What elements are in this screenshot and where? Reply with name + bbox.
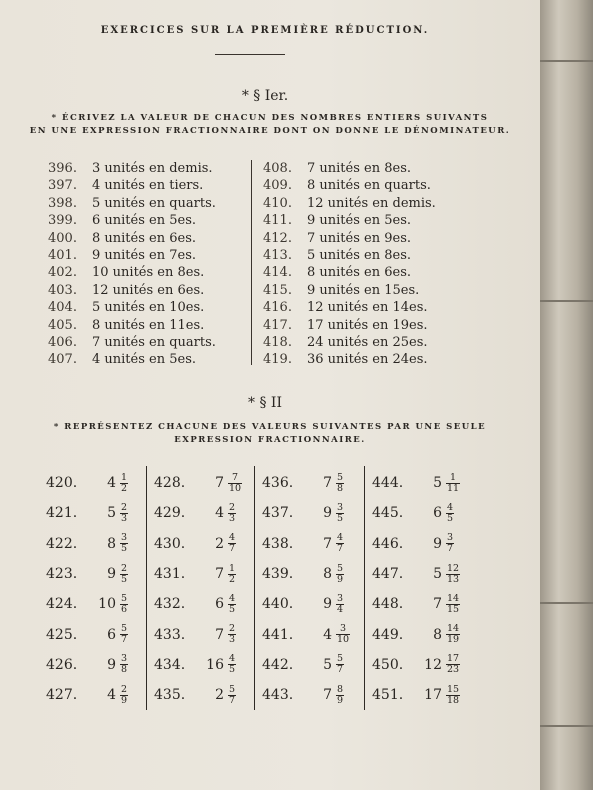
- whole-number: 6: [107, 626, 116, 643]
- exercise-number: 404.: [48, 300, 77, 316]
- denominator: 6: [121, 603, 128, 615]
- whole-number: 9: [433, 535, 442, 552]
- exercise-row: [48, 230, 258, 247]
- exercise-text: 3 unités en demis.: [92, 161, 213, 176]
- exercise-row: [262, 589, 350, 619]
- numerator: 2: [121, 683, 128, 695]
- exercise-number: 447.: [372, 566, 404, 583]
- exercise-row: [46, 680, 128, 710]
- table-2-divider: [364, 466, 365, 710]
- exercise-row: [263, 334, 473, 351]
- exercise-number: 432.: [154, 596, 186, 613]
- fraction: [120, 624, 128, 645]
- fraction: [336, 654, 344, 675]
- denominator: 8: [337, 482, 344, 494]
- section-1-instruction-line2: EN UNE EXPRESSION FRACTIONNAIRE DONT ON DONNE LE DÉNOMINATEUR.: [29, 126, 511, 136]
- whole-number: 9: [107, 566, 116, 583]
- exercise-number: 398.: [48, 195, 77, 211]
- numerator: 14: [447, 623, 460, 635]
- whole-number: 16: [206, 656, 224, 673]
- exercise-row: [46, 559, 128, 589]
- numerator: 4: [229, 532, 236, 544]
- section-2-title: * § II: [248, 395, 282, 411]
- exercise-row: [48, 317, 258, 334]
- exercise-number: 408.: [263, 161, 292, 176]
- section-2-instruction: [20, 421, 520, 447]
- denominator: 5: [447, 512, 454, 524]
- exercise-row: [154, 619, 242, 649]
- section-2-instruction-line1: * REPRÉSENTEZ CHACUNE DES VALEURS SUIVANTES PAR UNE SEULE: [53, 422, 487, 432]
- whole-number: 9: [107, 656, 116, 673]
- whole-number: 7: [323, 475, 332, 492]
- exercise-row: [154, 650, 242, 680]
- numerator: 8: [337, 683, 344, 695]
- table-2-divider: [146, 466, 147, 710]
- exercise-number: 420.: [46, 475, 78, 492]
- whole-number: 7: [323, 535, 332, 552]
- table-2-column: [262, 468, 350, 708]
- numerator: 3: [121, 653, 128, 665]
- denominator: 5: [121, 573, 128, 585]
- whole-number: 4: [107, 687, 116, 704]
- exercise-text: 8 unités en 6es.: [307, 265, 411, 281]
- exercise-number: 405.: [48, 317, 77, 333]
- exercise-row: [154, 680, 242, 710]
- exercise-text: 12 unités en demis.: [307, 195, 436, 211]
- denominator: 8: [121, 664, 128, 676]
- exercise-number: 396.: [48, 161, 77, 176]
- exercise-text: 9 unités en 7es.: [92, 247, 196, 263]
- exercise-number: 401.: [48, 247, 77, 263]
- exercise-number: 444.: [372, 475, 404, 492]
- fraction: [446, 503, 454, 524]
- exercise-number: 451.: [372, 687, 404, 704]
- whole-number: 7: [433, 596, 442, 613]
- whole-number: 17: [424, 687, 442, 704]
- exercise-number: 397.: [48, 178, 77, 194]
- exercise-row: [372, 468, 460, 498]
- exercise-number: 441.: [262, 626, 294, 643]
- numerator: 3: [447, 532, 454, 544]
- whole-number: 6: [433, 505, 442, 522]
- exercise-row: [48, 160, 258, 177]
- numerator: 1: [121, 471, 128, 483]
- whole-number: 9: [323, 505, 332, 522]
- numerator: 15: [447, 683, 460, 695]
- denominator: 9: [337, 694, 344, 706]
- denominator: 18: [447, 694, 460, 706]
- exercise-number: 445.: [372, 505, 404, 522]
- table-2-column: [46, 468, 128, 708]
- header-rule: [215, 54, 285, 55]
- numerator: 2: [229, 623, 236, 635]
- exercise-number: 423.: [46, 566, 78, 583]
- exercise-number: 399.: [48, 213, 77, 229]
- table-1-left-column: [48, 160, 258, 369]
- exercise-row: [262, 650, 350, 680]
- exercise-row: [262, 619, 350, 649]
- fraction: [228, 624, 236, 645]
- table-2-divider: [254, 466, 255, 710]
- denominator: 3: [121, 512, 128, 524]
- exercise-row: [263, 212, 473, 229]
- page-leaf: [540, 602, 593, 604]
- exercise-number: 426.: [46, 656, 78, 673]
- whole-number: 4: [215, 505, 224, 522]
- denominator: 9: [121, 694, 128, 706]
- page-stack-edge: [540, 0, 593, 790]
- exercise-number: 425.: [46, 626, 78, 643]
- fraction: [446, 594, 460, 615]
- exercise-row: [263, 160, 473, 177]
- page-leaf: [540, 60, 593, 62]
- exercise-number: 406.: [48, 334, 77, 350]
- denominator: 13: [447, 573, 460, 585]
- page-leaf: [540, 725, 593, 727]
- exercise-row: [154, 589, 242, 619]
- numerator: 5: [121, 592, 128, 604]
- table-1-right-column: [263, 160, 473, 369]
- exercise-row: [154, 498, 242, 528]
- exercise-row: [46, 619, 128, 649]
- fraction: [336, 594, 344, 615]
- whole-number: 7: [215, 626, 224, 643]
- exercise-number: 400.: [48, 230, 77, 246]
- whole-number: 7: [323, 687, 332, 704]
- numerator: 3: [121, 532, 128, 544]
- exercise-text: 7 unités en 9es.: [307, 230, 411, 246]
- table-1-divider: [251, 160, 252, 365]
- exercise-row: [262, 468, 350, 498]
- exercise-number: 415.: [263, 282, 292, 298]
- fraction: [446, 654, 460, 675]
- exercise-number: 450.: [372, 656, 404, 673]
- fraction: [120, 503, 128, 524]
- exercise-number: 442.: [262, 656, 294, 673]
- exercise-row: [372, 529, 460, 559]
- exercise-number: 437.: [262, 505, 294, 522]
- numerator: 5: [337, 653, 344, 665]
- numerator: 7: [232, 471, 239, 483]
- exercise-number: 430.: [154, 535, 186, 552]
- exercise-row: [263, 282, 473, 299]
- section-2-instruction-line2: EXPRESSION FRACTIONNAIRE.: [174, 435, 366, 445]
- exercise-number: 443.: [262, 687, 294, 704]
- numerator: 14: [447, 592, 460, 604]
- denominator: 19: [447, 634, 460, 646]
- exercise-number: 411.: [263, 213, 292, 229]
- numerator: 1: [229, 562, 236, 574]
- exercise-number: 418.: [263, 334, 292, 350]
- exercise-row: [263, 230, 473, 247]
- exercise-number: 403.: [48, 282, 77, 298]
- exercise-row: [48, 264, 258, 281]
- exercise-text: 7 unités en quarts.: [92, 334, 216, 350]
- whole-number: 5: [433, 566, 442, 583]
- exercise-text: 12 unités en 6es.: [92, 282, 205, 298]
- whole-number: 7: [215, 475, 224, 492]
- fraction: [120, 594, 128, 615]
- exercise-number: 440.: [262, 596, 294, 613]
- fraction: [228, 503, 236, 524]
- whole-number: 5: [107, 505, 116, 522]
- fraction: [120, 473, 128, 494]
- exercise-text: 36 unités en 24es.: [307, 352, 428, 368]
- exercise-row: [263, 317, 473, 334]
- denominator: 2: [229, 573, 236, 585]
- exercise-row: [48, 247, 258, 264]
- whole-number: 5: [323, 656, 332, 673]
- numerator: 17: [447, 653, 460, 665]
- exercise-number: 422.: [46, 535, 78, 552]
- exercise-number: 427.: [46, 687, 78, 704]
- fraction: [336, 473, 344, 494]
- exercise-text: 8 unités en 6es.: [92, 230, 196, 246]
- exercise-number: 409.: [263, 178, 292, 194]
- denominator: 10: [337, 634, 350, 646]
- whole-number: 8: [433, 626, 442, 643]
- fraction: [120, 654, 128, 675]
- numerator: 4: [447, 501, 454, 513]
- exercise-number: 429.: [154, 505, 186, 522]
- fraction: [446, 564, 460, 585]
- denominator: 3: [229, 634, 236, 646]
- fraction: [120, 533, 128, 554]
- fraction: [446, 685, 460, 706]
- denominator: 11: [447, 482, 460, 494]
- exercise-row: [262, 680, 350, 710]
- fraction: [446, 473, 460, 494]
- fraction: [336, 685, 344, 706]
- denominator: 5: [121, 543, 128, 555]
- exercise-text: 7 unités en 8es.: [307, 161, 411, 176]
- fraction: [228, 654, 236, 675]
- exercise-row: [372, 559, 460, 589]
- exercise-row: [48, 334, 258, 351]
- whole-number: 6: [215, 596, 224, 613]
- section-1-title: * § Ier.: [241, 88, 289, 104]
- fraction: [446, 533, 454, 554]
- whole-number: 12: [424, 656, 442, 673]
- numerator: 12: [447, 562, 460, 574]
- exercise-number: 402.: [48, 265, 77, 281]
- numerator: 2: [121, 501, 128, 513]
- denominator: 7: [229, 694, 236, 706]
- exercise-text: 9 unités en 5es.: [307, 213, 411, 229]
- exercise-text: 6 unités en 5es.: [92, 213, 196, 229]
- fraction: [336, 533, 344, 554]
- exercise-row: [46, 468, 128, 498]
- whole-number: 7: [215, 566, 224, 583]
- fraction: [228, 564, 236, 585]
- exercise-text: 17 unités en 19es.: [307, 317, 428, 333]
- exercise-text: 5 unités en 8es.: [307, 247, 411, 263]
- exercise-row: [372, 589, 460, 619]
- exercise-row: [372, 650, 460, 680]
- exercise-number: 428.: [154, 475, 186, 492]
- exercise-row: [263, 351, 473, 368]
- exercise-text: 5 unités en 10es.: [92, 300, 205, 316]
- exercise-text: 24 unités en 25es.: [307, 334, 428, 350]
- exercise-row: [263, 299, 473, 316]
- numerator: 4: [337, 532, 344, 544]
- numerator: 1: [450, 471, 457, 483]
- denominator: 2: [121, 482, 128, 494]
- exercise-text: 10 unités en 8es.: [92, 265, 205, 281]
- exercise-number: 413.: [263, 247, 292, 263]
- exercise-row: [263, 264, 473, 281]
- exercise-row: [154, 559, 242, 589]
- exercise-row: [46, 650, 128, 680]
- exercise-row: [372, 619, 460, 649]
- exercise-number: 435.: [154, 687, 186, 704]
- whole-number: 5: [433, 475, 442, 492]
- fraction: [228, 685, 236, 706]
- fraction: [120, 564, 128, 585]
- denominator: 5: [229, 664, 236, 676]
- exercise-row: [48, 299, 258, 316]
- whole-number: 8: [323, 566, 332, 583]
- exercise-number: 407.: [48, 352, 77, 368]
- fraction: [228, 533, 236, 554]
- denominator: 3: [229, 512, 236, 524]
- whole-number: 4: [107, 475, 116, 492]
- exercise-number: 438.: [262, 535, 294, 552]
- exercise-number: 417.: [263, 317, 292, 333]
- exercise-row: [262, 559, 350, 589]
- numerator: 5: [229, 683, 236, 695]
- whole-number: 10: [98, 596, 116, 613]
- exercise-row: [263, 177, 473, 194]
- denominator: 10: [229, 482, 242, 494]
- numerator: 3: [340, 623, 347, 635]
- whole-number: 2: [215, 687, 224, 704]
- exercise-row: [372, 680, 460, 710]
- whole-number: 9: [323, 596, 332, 613]
- exercise-number: 439.: [262, 566, 294, 583]
- numerator: 5: [337, 471, 344, 483]
- denominator: 4: [337, 603, 344, 615]
- exercise-row: [262, 529, 350, 559]
- exercise-number: 412.: [263, 230, 292, 246]
- exercise-row: [48, 212, 258, 229]
- fraction: [336, 503, 344, 524]
- section-1-instruction-line1: * ÉCRIVEZ LA VALEUR DE CHACUN DES NOMBRES ENTIERS SUIVANTS: [51, 113, 489, 123]
- denominator: 23: [447, 664, 460, 676]
- denominator: 7: [447, 543, 454, 555]
- section-1-instruction: [20, 112, 520, 138]
- whole-number: 2: [215, 535, 224, 552]
- numerator: 3: [337, 592, 344, 604]
- numerator: 5: [121, 623, 128, 635]
- exercise-row: [48, 177, 258, 194]
- numerator: 3: [337, 501, 344, 513]
- whole-number: 4: [323, 626, 332, 643]
- exercise-text: 9 unités en 15es.: [307, 282, 420, 298]
- denominator: 7: [337, 543, 344, 555]
- exercise-number: 421.: [46, 505, 78, 522]
- exercise-row: [372, 498, 460, 528]
- exercise-row: [46, 589, 128, 619]
- denominator: 5: [337, 512, 344, 524]
- exercise-row: [263, 195, 473, 212]
- exercise-row: [154, 529, 242, 559]
- exercise-row: [154, 468, 242, 498]
- exercise-row: [263, 247, 473, 264]
- exercise-text: 4 unités en tiers.: [92, 178, 204, 194]
- exercise-number: 431.: [154, 566, 186, 583]
- exercise-number: 416.: [263, 300, 292, 316]
- exercise-number: 424.: [46, 596, 78, 613]
- exercise-number: 448.: [372, 596, 404, 613]
- exercise-number: 414.: [263, 265, 292, 281]
- denominator: 15: [447, 603, 460, 615]
- exercise-row: [48, 195, 258, 212]
- exercise-text: 8 unités en quarts.: [307, 178, 431, 194]
- exercise-number: 434.: [154, 656, 186, 673]
- denominator: 5: [229, 603, 236, 615]
- exercise-row: [48, 351, 258, 368]
- numerator: 4: [229, 592, 236, 604]
- exercise-number: 449.: [372, 626, 404, 643]
- fraction: [228, 594, 236, 615]
- numerator: 4: [229, 653, 236, 665]
- numerator: 2: [229, 501, 236, 513]
- fraction: [120, 685, 128, 706]
- exercise-number: 433.: [154, 626, 186, 643]
- page-leaf: [540, 300, 593, 302]
- exercise-text: 5 unités en quarts.: [92, 195, 216, 211]
- denominator: 7: [337, 664, 344, 676]
- exercise-row: [46, 498, 128, 528]
- fraction: [446, 624, 460, 645]
- denominator: 7: [229, 543, 236, 555]
- exercise-number: 446.: [372, 535, 404, 552]
- whole-number: 8: [107, 535, 116, 552]
- denominator: 9: [337, 573, 344, 585]
- numerator: 2: [121, 562, 128, 574]
- fraction: [336, 624, 350, 645]
- exercise-number: 436.: [262, 475, 294, 492]
- fraction: [228, 473, 242, 494]
- denominator: 7: [121, 634, 128, 646]
- table-2-column: [372, 468, 460, 708]
- exercise-row: [262, 498, 350, 528]
- exercise-text: 12 unités en 14es.: [307, 300, 428, 316]
- fraction: [336, 564, 344, 585]
- numerator: 5: [337, 562, 344, 574]
- table-2-column: [154, 468, 242, 708]
- exercise-text: 8 unités en 11es.: [92, 317, 205, 333]
- exercise-text: 4 unités en 5es.: [92, 352, 196, 368]
- exercise-number: 419.: [263, 352, 292, 368]
- exercise-number: 410.: [263, 195, 292, 211]
- exercise-row: [48, 282, 258, 299]
- exercise-row: [46, 529, 128, 559]
- page-header: EXERCICES SUR LA PREMIÈRE RÉDUCTION.: [100, 25, 430, 36]
